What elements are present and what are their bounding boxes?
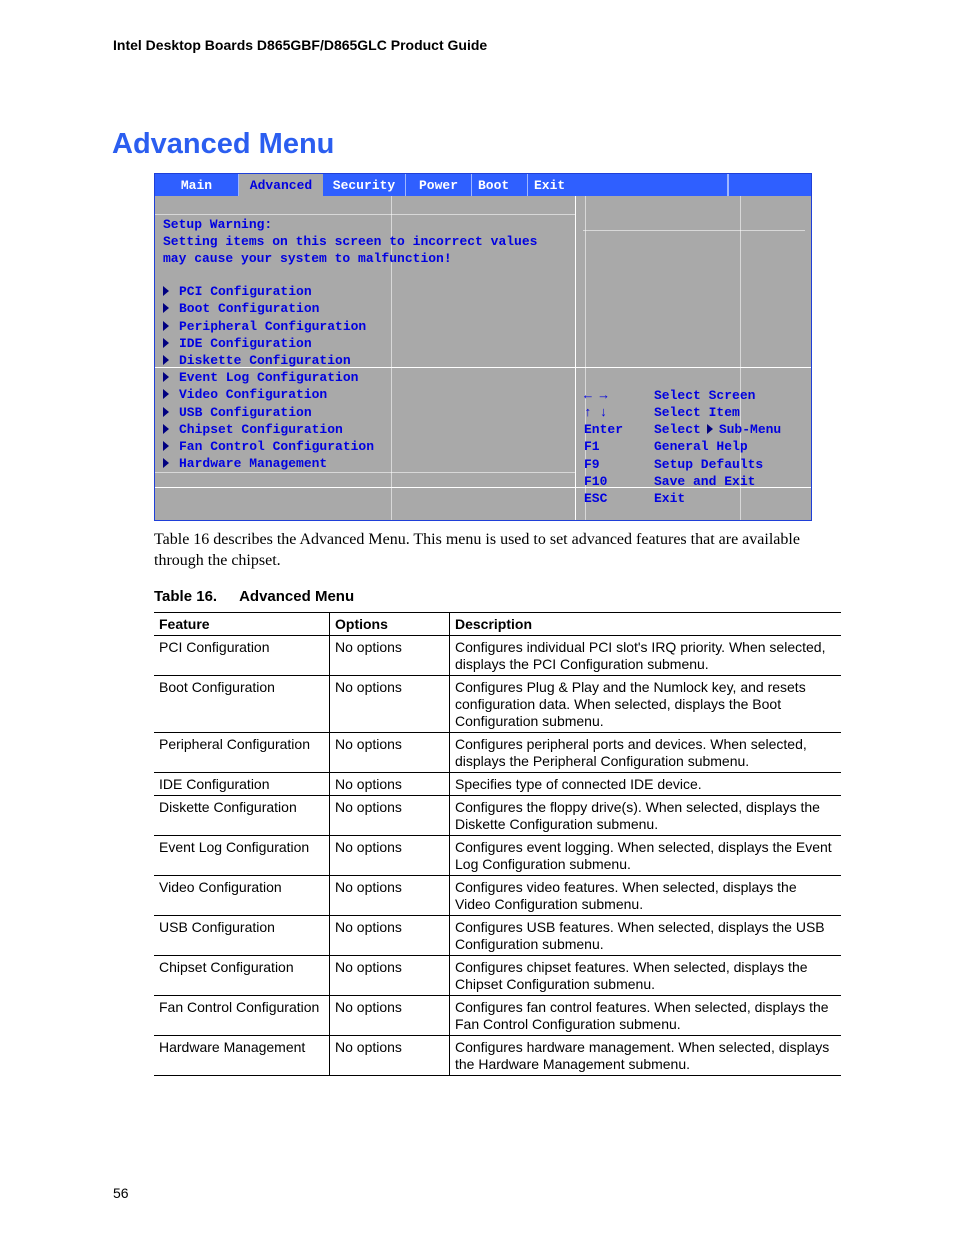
submenu-arrow-icon	[163, 286, 169, 296]
column-header-options: Options	[330, 613, 450, 636]
key-desc: Select Screen	[654, 388, 756, 403]
advanced-menu-table	[154, 612, 841, 1076]
bios-item-label: USB Configuration	[179, 405, 312, 420]
bios-tab-advanced[interactable]: Advanced	[239, 174, 323, 196]
submenu-arrow-icon	[163, 303, 169, 313]
options-cell: No options	[330, 676, 450, 733]
table-row	[154, 996, 841, 1036]
bios-tab-power[interactable]: Power	[406, 174, 472, 196]
description-cell: Configures hardware management. When selected, displays the Hardware Management submenu.	[450, 1036, 842, 1076]
options-cell: No options	[330, 636, 450, 676]
table-caption-title: Advanced Menu	[239, 588, 355, 605]
column-header-feature: Feature	[154, 613, 330, 636]
options-cell: No options	[330, 733, 450, 773]
running-header: Intel Desktop Boards D865GBF/D865GLC Product Guide	[113, 37, 488, 53]
description-cell: Configures peripheral ports and devices. When selected, displays the Peripheral Configuration submenu.	[450, 733, 842, 773]
key-f9: F9	[584, 457, 600, 472]
table-row	[154, 956, 841, 996]
submenu-arrow-icon	[163, 441, 169, 451]
bios-grid-line	[155, 472, 575, 473]
key-desc	[654, 421, 781, 438]
feature-cell: USB Configuration	[154, 916, 330, 956]
bios-tab-main[interactable]: Main	[155, 174, 239, 196]
options-cell: No options	[330, 773, 450, 796]
options-cell: No options	[330, 916, 450, 956]
bios-item-usb-configuration[interactable]	[163, 404, 312, 421]
feature-cell: Video Configuration	[154, 876, 330, 916]
setup-warning-line: Setting items on this screen to incorrect values	[163, 234, 538, 249]
bios-tab-boot[interactable]: Boot	[472, 174, 528, 196]
bios-item-label: Video Configuration	[179, 387, 328, 402]
bios-item-event-log-configuration[interactable]	[163, 369, 358, 386]
key-desc-suffix: Sub-Menu	[718, 422, 782, 437]
feature-cell: Diskette Configuration	[154, 796, 330, 836]
feature-cell: Fan Control Configuration	[154, 996, 330, 1036]
table-row	[154, 836, 841, 876]
column-header-description: Description	[450, 613, 842, 636]
submenu-arrow-icon	[163, 389, 169, 399]
options-cell: No options	[330, 996, 450, 1036]
key-desc: Save and Exit	[654, 474, 756, 489]
table-row	[154, 876, 841, 916]
options-cell: No options	[330, 956, 450, 996]
table-row	[154, 916, 841, 956]
bios-grid-line	[155, 214, 575, 215]
bios-item-label: Chipset Configuration	[179, 422, 343, 437]
bios-tab-blank	[728, 174, 811, 196]
description-cell: Configures the floppy drive(s). When selected, displays the Diskette Configuration submenu.	[450, 796, 842, 836]
key-enter: Enter	[584, 422, 624, 437]
bios-item-label: Hardware Management	[179, 456, 328, 471]
feature-cell: PCI Configuration	[154, 636, 330, 676]
page-title: Advanced Menu	[112, 128, 335, 160]
submenu-arrow-icon	[163, 424, 169, 434]
key-f10: F10	[584, 474, 608, 489]
bios-item-label: Boot Configuration	[179, 301, 320, 316]
submenu-arrow-icon	[163, 355, 169, 365]
table-row	[154, 636, 841, 676]
options-cell: No options	[330, 1036, 450, 1076]
feature-cell: Event Log Configuration	[154, 836, 330, 876]
bios-item-hardware-management[interactable]	[163, 455, 327, 472]
bios-item-label: Event Log Configuration	[179, 370, 359, 385]
bios-item-boot-configuration[interactable]	[163, 300, 319, 317]
description-cell: Specifies type of connected IDE device.	[450, 773, 842, 796]
description-cell: Configures Plug & Play and the Numlock key, and resets configuration data. When selected, displays the Boot Configuration submenu.	[450, 676, 842, 733]
bios-screenshot	[154, 173, 812, 521]
table-caption	[154, 588, 354, 605]
page-number: 56	[113, 1185, 129, 1201]
key-desc: General Help	[654, 439, 748, 454]
description-cell: Configures fan control features. When selected, displays the Fan Control Configuration submenu.	[450, 996, 842, 1036]
feature-cell: Chipset Configuration	[154, 956, 330, 996]
key-up-down: ↑ ↓	[584, 405, 608, 420]
table-row	[154, 773, 841, 796]
bios-item-pci-configuration[interactable]	[163, 283, 312, 300]
intro-paragraph: Table 16 describes the Advanced Menu. This menu is used to set advanced features that are available through the chipset.	[154, 531, 800, 569]
bios-item-peripheral-configuration[interactable]	[163, 318, 366, 335]
bios-item-fan-control-configuration[interactable]	[163, 438, 374, 455]
options-cell: No options	[330, 836, 450, 876]
bios-tab-security[interactable]: Security	[323, 174, 406, 196]
options-cell: No options	[330, 796, 450, 836]
setup-warning-line: may cause your system to malfunction!	[163, 251, 452, 266]
key-left-right: ← →	[584, 388, 608, 403]
setup-warning-title: Setup Warning:	[163, 217, 273, 232]
feature-cell: Boot Configuration	[154, 676, 330, 733]
bios-item-label: Diskette Configuration	[179, 353, 351, 368]
table-row	[154, 1036, 841, 1076]
key-desc: Setup Defaults	[654, 457, 764, 472]
bios-tab-exit[interactable]: Exit	[528, 174, 728, 196]
table-row	[154, 676, 841, 733]
bios-item-label: Fan Control Configuration	[179, 439, 375, 454]
table-row	[154, 796, 841, 836]
description-cell: Configures individual PCI slot's IRQ priority. When selected, displays the PCI Configuration submenu.	[450, 636, 842, 676]
feature-cell: IDE Configuration	[154, 773, 330, 796]
options-cell: No options	[330, 876, 450, 916]
submenu-arrow-icon	[163, 321, 169, 331]
submenu-arrow-icon	[163, 458, 169, 468]
key-desc: Exit	[654, 491, 686, 506]
feature-cell: Hardware Management	[154, 1036, 330, 1076]
bios-item-chipset-configuration[interactable]	[163, 421, 343, 438]
key-desc: Select Item	[654, 405, 740, 420]
submenu-arrow-icon	[707, 424, 713, 434]
bios-item-label: PCI Configuration	[179, 284, 312, 299]
bios-item-video-configuration[interactable]	[163, 386, 327, 403]
bios-grid-line	[583, 230, 805, 231]
submenu-arrow-icon	[163, 338, 169, 348]
table-row	[154, 733, 841, 773]
bios-item-label: Peripheral Configuration	[179, 319, 367, 334]
bios-item-ide-configuration[interactable]	[163, 335, 312, 352]
bios-panel-divider	[575, 196, 576, 520]
bios-item-diskette-configuration[interactable]	[163, 352, 351, 369]
description-cell: Configures USB features. When selected, displays the USB Configuration submenu.	[450, 916, 842, 956]
key-f1: F1	[584, 439, 600, 454]
description-cell: Configures event logging. When selected, displays the Event Log Configuration submenu.	[450, 836, 842, 876]
submenu-arrow-icon	[163, 372, 169, 382]
bios-item-label: IDE Configuration	[179, 336, 312, 351]
bios-tab-bar	[155, 174, 811, 196]
table-caption-number: Table 16.	[154, 588, 218, 605]
table-header-row	[154, 613, 841, 636]
description-cell: Configures chipset features. When selected, displays the Chipset Configuration submenu.	[450, 956, 842, 996]
key-desc-prefix: Select	[654, 422, 701, 437]
feature-cell: Peripheral Configuration	[154, 733, 330, 773]
submenu-arrow-icon	[163, 407, 169, 417]
key-esc: ESC	[584, 491, 608, 506]
description-cell: Configures video features. When selected, displays the Video Configuration submenu.	[450, 876, 842, 916]
